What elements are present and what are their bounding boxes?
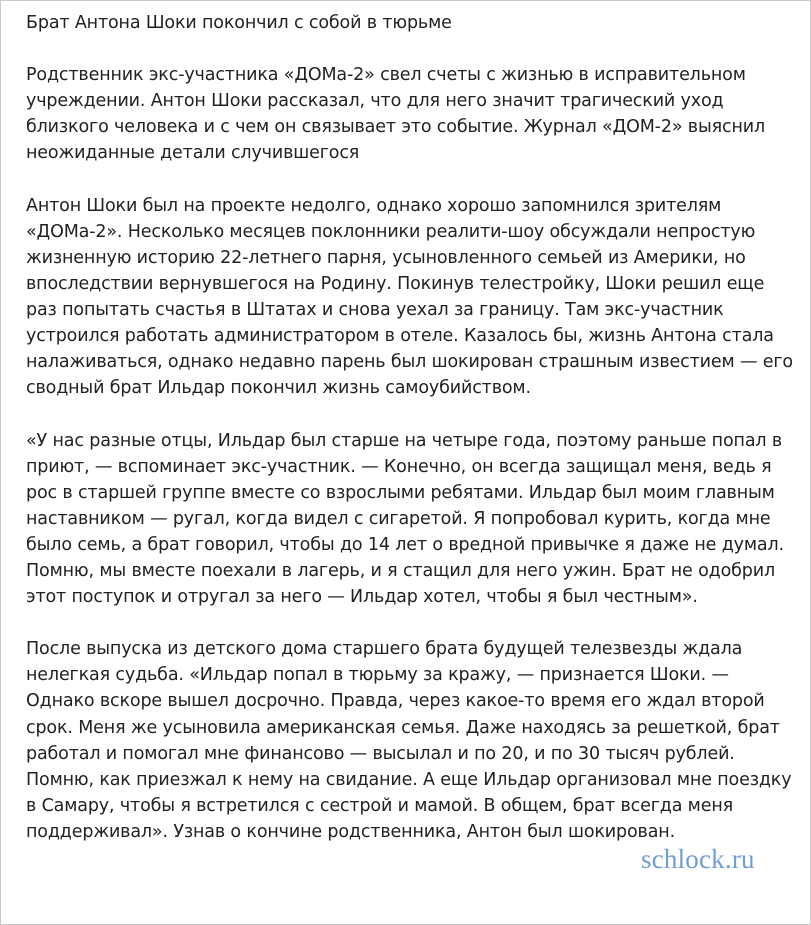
article-paragraph: После выпуска из детского дома старшего брата будущей телезвезды ждала нелегкая судьба. «Ильдар попал в тюрьму за кражу, — признается Шоки. — Однако вскоре вышел досрочно. Правда, через какое-то время его ждал второй срок. Меня же усыновила американская семья. Даже находясь за решеткой, брат работал и помогал мне финансово — высылал и по 20, и по 30 тысяч рублей. Помню, как приезжал к нему на свидание. А еще Ильдар организовал мне поездку в Самару, чтобы я встретился с сестрой и мамой. В общем, брат всегда меня поддерживал». Узнав о кончине родственника, Антон был шокирован. bbox=[26, 639, 792, 842]
article-lead: Родственник экс-участника «ДОМа-2» свел счеты с жизнью в исправительном учреждении. Антон Шоки рассказал, что для него значит трагический уход близкого человека и с чем он связывает это событие. Журнал «ДОМ-2» выяснил неожиданные детали случившегося bbox=[26, 65, 766, 164]
article-paragraph: «У нас разные отцы, Ильдар был старше на четыре года, поэтому раньше попал в приют, — вспоминает экс-участник. — Конечно, он всегда защищал меня, ведь я рос в старшей группе вместе со взрослыми ребятами. Ильдар был моим главным наставником — ругал, когда видел с сигаретой. Я попробовал курить, когда мне было семь, а брат говорил, чтобы до 14 лет о вредной привычке я даже не думал. Помню, мы вместе поехали в лагерь, и я стащил для него ужин. Брат не одобрил этот поступок и отругал за него — Ильдар хотел, чтобы я был честным». bbox=[26, 430, 784, 608]
site-watermark: schlock.ru bbox=[641, 844, 755, 874]
article-title: Брат Антона Шоки покончил с собой в тюрьме bbox=[26, 13, 452, 33]
article-paragraph: Антон Шоки был на проекте недолго, однако хорошо запомнился зрителям «ДОМа-2». Несколько месяцев поклонники реалити-шоу обсуждали непростую жизненную историю 22-летнего парня, усыновленного семьей из Америки, но впоследствии вернувшегося на Родину. Покинув телестройку, Шоки решил еще раз попытать счастья в Штатах и снова уехал за границу. Там экс-участник устроился работать администратором в отеле. Казалось бы, жизнь Антона стала налаживаться, однако недавно парень был шокирован страшным известием — его сводный брат Ильдар покончил жизнь самоубийством. bbox=[26, 195, 793, 399]
article-body bbox=[26, 10, 796, 871]
